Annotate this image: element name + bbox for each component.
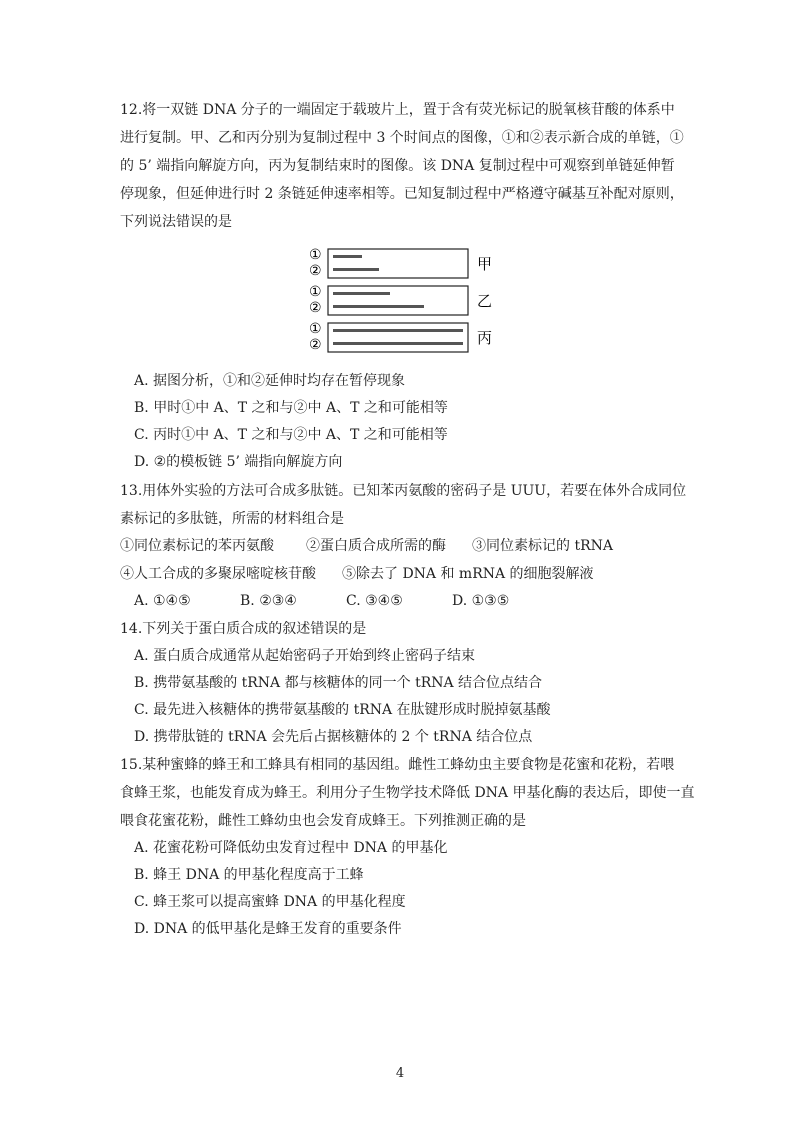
panel-yi — [309, 284, 492, 316]
panel-bing-label: 丙 — [477, 329, 493, 347]
panel-jia-strand-2 — [333, 268, 379, 271]
q15-option-c: C. 蜂王浆可以提高蜜蜂 DNA 的甲基化程度 — [134, 894, 406, 910]
q15-stem-line-3: 喂食花蜜花粉，雌性工蜂幼虫也会发育成蜂王。下列推测正确的是 — [120, 813, 526, 829]
panel-jia-strand-1 — [333, 255, 362, 258]
q13-material-2: ②蛋白质合成所需的酶 — [306, 538, 446, 554]
panel-bing-strand-2 — [333, 342, 463, 345]
q14-stem: 14.下列关于蛋白质合成的叙述错误的是 — [120, 621, 367, 637]
panel-bing-box — [328, 323, 468, 352]
q13-option-d: D. ①③⑤ — [452, 593, 510, 609]
q14-option-d: D. 携带肽链的 tRNA 会先后占据核糖体的 2 个 tRNA 结合位点 — [134, 729, 533, 745]
q13-material-3: ③同位素标记的 tRNA — [472, 538, 613, 554]
panel-jia-strand2-label: ② — [309, 263, 322, 279]
q12-option-b: B. 甲时①中 A、T 之和与②中 A、T 之和可能相等 — [134, 400, 448, 416]
q13-option-a: A. ①④⑤ — [134, 593, 191, 609]
q12-stem-line-2: 进行复制。甲、乙和丙分别为复制过程中 3 个时间点的图像，①和②表示新合成的单链，① — [120, 130, 684, 146]
dna-replication-figure — [300, 244, 520, 356]
q12-option-c: C. 丙时①中 A、T 之和与②中 A、T 之和可能相等 — [134, 427, 448, 443]
q13-material-5: ⑤除去了 DNA 和 mRNA 的细胞裂解液 — [342, 566, 594, 582]
q14-option-a: A. 蛋白质合成通常从起始密码子开始到终止密码子结束 — [134, 648, 476, 664]
q14-option-b: B. 携带氨基酸的 tRNA 都与核糖体的同一个 tRNA 结合位点结合 — [134, 675, 543, 691]
panel-bing-strand-1 — [333, 329, 463, 332]
q13-material-1: ①同位素标记的苯丙氨酸 — [120, 538, 274, 554]
q13-stem-line-1: 13.用体外实验的方法可合成多肽链。已知苯丙氨酸的密码子是 UUU，若要在体外合成同位 — [120, 483, 687, 499]
panel-bing-strand2-label: ② — [309, 337, 322, 353]
q15-option-b: B. 蜂王 DNA 的甲基化程度高于工蜂 — [134, 867, 364, 883]
panel-bing — [309, 321, 492, 353]
panel-yi-strand2-label: ② — [309, 300, 322, 316]
panel-bing-strand1-label: ① — [309, 321, 322, 337]
panel-jia-box — [328, 249, 468, 278]
panel-yi-strand-1 — [333, 292, 390, 295]
page-number: 4 — [395, 1066, 405, 1081]
q15-option-a: A. 花蜜花粉可降低幼虫发育过程中 DNA 的甲基化 — [134, 840, 448, 856]
q14-option-c: C. 最先进入核糖体的携带氨基酸的 tRNA 在肽键形成时脱掉氨基酸 — [134, 702, 551, 718]
panel-yi-box — [328, 286, 468, 315]
q12-stem-line-5: 下列说法错误的是 — [120, 214, 232, 230]
q15-option-d: D. DNA 的低甲基化是蜂王发育的重要条件 — [134, 921, 402, 937]
q12-option-d: D. ②的模板链 5’ 端指向解旋方向 — [134, 454, 343, 470]
q13-option-b: B. ②③④ — [240, 593, 297, 609]
q12-stem-line-1: 12.将一双链 DNA 分子的一端固定于载玻片上，置于含有荧光标记的脱氧核苷酸的体系中 — [120, 102, 675, 118]
q13-option-c: C. ③④⑤ — [346, 593, 403, 609]
panel-jia-label: 甲 — [477, 255, 493, 273]
panel-yi-strand-2 — [333, 305, 424, 308]
panel-yi-strand1-label: ① — [309, 284, 322, 300]
panel-jia — [309, 247, 492, 279]
q12-option-a: A. 据图分析，①和②延伸时均存在暂停现象 — [134, 373, 406, 389]
q15-stem-line-2: 食蜂王浆，也能发育成为蜂王。利用分子生物学技术降低 DNA 甲基化酶的表达后，即使一直 — [120, 785, 695, 801]
q13-material-4: ④人工合成的多聚尿嘧啶核苷酸 — [120, 566, 316, 582]
panel-jia-strand1-label: ① — [309, 247, 322, 263]
q13-stem-line-2: 素标记的多肽链，所需的材料组合是 — [120, 511, 344, 527]
q12-stem-line-3: 的 5’ 端指向解旋方向，丙为复制结束时的图像。该 DNA 复制过程中可观察到单链延伸暂 — [120, 158, 675, 174]
q12-stem-line-4: 停现象，但延伸进行时 2 条链延伸速率相等。已知复制过程中严格遵守碱基互补配对原则， — [120, 186, 684, 202]
panel-yi-label: 乙 — [477, 292, 493, 310]
q15-stem-line-1: 15.某种蜜蜂的蜂王和工蜂具有相同的基因组。雌性工蜂幼虫主要食物是花蜜和花粉，若喂 — [120, 757, 675, 773]
